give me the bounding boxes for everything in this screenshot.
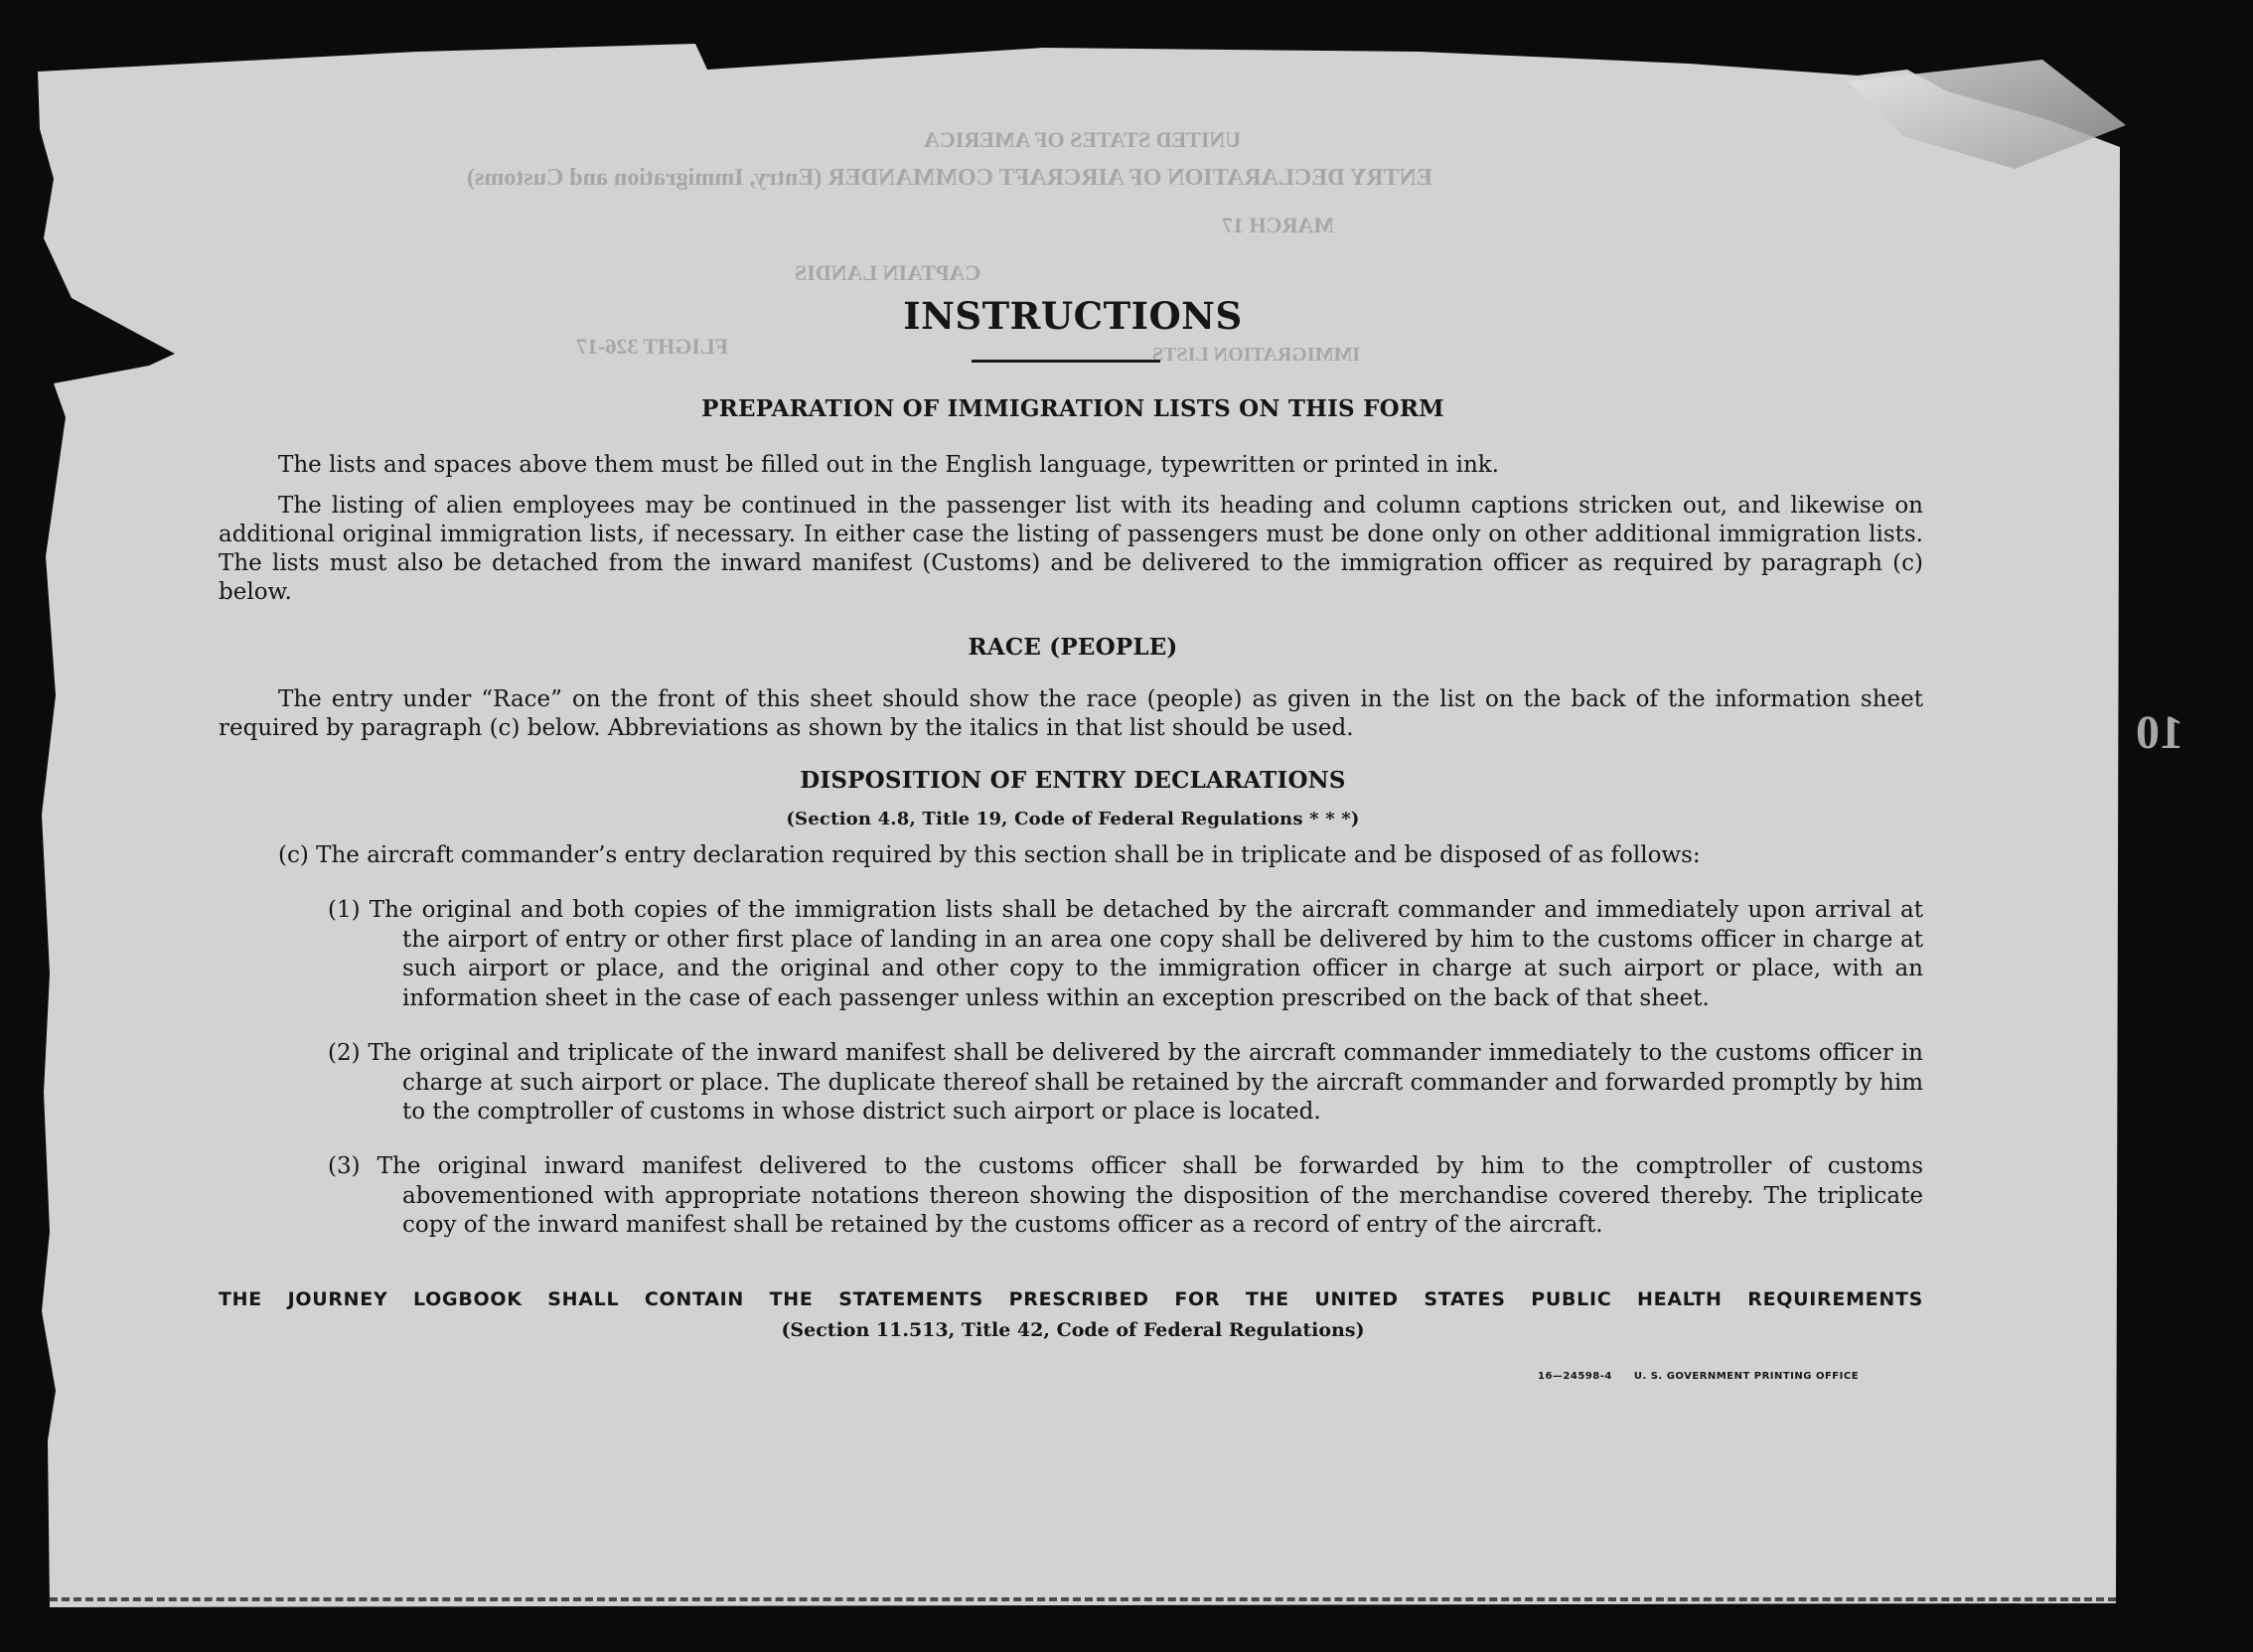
bleed-line: ENTRY DECLARATION OF AIRCRAFT COMMANDER (Entry, Immigration and Customs) [467,165,1432,191]
paragraph-text: The lists and spaces above them must be filled out in the English language, typewritten or printed in ink. [278,452,1500,478]
disposition-intro: (c) The aircraft commander’s entry declaration required by this section shall be in triplicate and be disposed of as follows: [278,842,1701,868]
page-title: INSTRUCTIONS [903,294,1243,338]
section-subheading: (Section 4.8, Title 19, Code of Federal Regulations * * *) [786,809,1360,829]
section-heading-preparation: PREPARATION OF IMMIGRATION LISTS ON THIS FORM [701,395,1444,422]
form-number: 16—24598-4 [1538,1371,1612,1382]
bleed-line: MARCH 17 [1222,213,1335,237]
printer-name: U. S. GOVERNMENT PRINTING OFFICE [1633,1371,1860,1382]
paragraph-text: The entry under “Race” on the front of this sheet should show the race (people) as given in the list on the back of the information sheet required by paragraph (c) below. Abbreviations as shown by the italics in that list should be used. [219,686,1923,741]
list-item: (1) The original and both copies of the immigration lists shall be detached by the aircraft commander and immediately upon arrival at the airport of entry or other first place of landing in an area one copy shall be delivered by him to the customs officer in charge at such airport or place, and the original and other copy to the immigration officer in charge at such airport or place, with an information sheet in the case of each passenger unless within an exception prescribed on the back of that sheet. [328,897,1923,1011]
paragraph-text: The listing of alien employees may be continued in the passenger list with its heading and column captions stricken out, and likewise on additional original immigration lists, if necessary. In either case the listing of passengers must be done only on other additional immigration lists. The lists must also be detached from the inward manifest (Customs) and be delivered to the immigration officer as required by paragraph (c) below. [219,493,1923,605]
section-heading-disposition: DISPOSITION OF ENTRY DECLARATIONS [800,767,1346,794]
paragraph-language [219,451,1923,480]
list-item: (3) The original inward manifest delivered to the customs officer shall be forwarded by him to the comptroller of customs abovementioned with appropriate notations thereon showing the disposition of the merchandise covered thereby. The triplicate copy of the inward manifest shall be retained by the customs officer as a record of entry of the aircraft. [328,1153,1923,1238]
footer-health-requirements: THE JOURNEY LOGBOOK SHALL CONTAIN THE STATEMENTS PRESCRIBED FOR THE UNITED STATES PUBLIC HEALTH REQUIREMENTS [219,1288,1923,1310]
bleed-line: CAPTAIN LANDIS [795,260,981,285]
printer-imprint [1538,1371,1880,1382]
footer-citation: (Section 11.513, Title 42, Code of Federal Regulations) [781,1319,1365,1341]
paragraph-race [219,685,1923,743]
paragraph-listing [219,492,1923,607]
title-rule [972,360,1160,363]
bleed-line: IMMIGRATION LISTS [1152,344,1361,366]
section-heading-race: RACE (PEOPLE) [968,634,1178,661]
bleed-line: FLIGHT 326-17 [576,334,729,359]
bleed-line: UNITED STATES OF AMERICA [924,127,1242,152]
list-item: (2) The original and triplicate of the inward manifest shall be delivered by the aircraft commander immediately to the customs officer in charge at such airport or place. The duplicate thereof shall be retained by the aircraft commander and forwarded promptly by him to the comptroller of customs in whose district such airport or place is located. [328,1040,1923,1125]
bleed-line: 10 [2136,706,2183,759]
